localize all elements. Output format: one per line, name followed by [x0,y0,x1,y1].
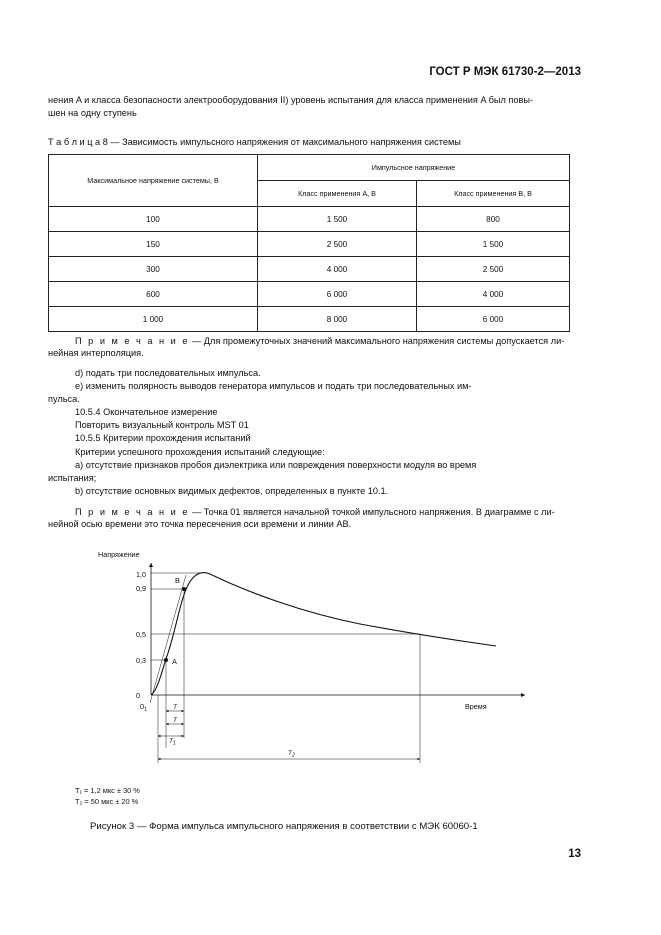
document-code: ГОСТ Р МЭК 61730-2—2013 [429,66,581,78]
col-header-max-voltage: Максимальное напряжение системы, В [49,155,258,207]
section-heading: 10.5.4 Окончательное измерение [75,407,218,417]
figure-caption: Рисунок 3 — Форма импульса импульсного напряжения в соответствии с МЭК 60060-1 [90,821,478,832]
cell: 1 000 [49,307,258,332]
col-header-class-a: Класс применения А, В [258,181,417,207]
note-label: П р и м е ч а н и е [75,336,190,346]
cell: 100 [49,207,258,232]
table-row [49,207,570,232]
cell: 8 000 [258,307,417,332]
point-b-marker [182,587,186,591]
cell: 6 000 [258,282,417,307]
cell: 1 500 [258,207,417,232]
cell: 300 [49,257,258,282]
note-text: — Для промежуточных значений максимального напряжения системы допускается ли- [192,336,565,346]
body-line: b) отсутствие основных видимых дефектов, определенных в пункте 10.1. [75,486,389,496]
y-tick-0-5: 0,5 [136,630,146,639]
table-caption-prefix: Т а б л и ц а [48,137,101,147]
point-a-marker [164,658,168,662]
legend-t2: T₂ = 50 мкс ± 20 % [75,797,139,806]
y-tick-1-0: 1,0 [136,570,146,579]
cell: 600 [49,282,258,307]
table-caption [48,136,461,149]
cell: 6 000 [417,307,570,332]
dim-t-label: T [173,704,177,711]
dim-t-prime-label: T [173,717,177,724]
note-1 [75,335,564,348]
dim-t1-label: $T_1$ [169,738,176,747]
line-ab [150,575,186,703]
table-row [49,282,570,307]
body-line: испытания; [48,473,97,483]
dim-t2-label: $T_2$ [288,750,295,759]
y-tick-0-9: 0,9 [136,584,146,593]
cell: 800 [417,207,570,232]
cell: 2 500 [258,232,417,257]
body-line: Критерии успешного прохождения испытаний следующие: [75,447,325,457]
intro-line-2: шен на одну ступень [48,108,137,118]
cell: 4 000 [258,257,417,282]
page-number: 13 [568,848,581,860]
body-line: Повторить визуальный контроль MST 01 [75,420,249,430]
table-row [49,307,570,332]
intro-line-1: нения A и класса безопасности электрооборудования II) уровень испытания для класса применения A был повы- [48,95,534,105]
cell: 2 500 [417,257,570,282]
table-row [49,232,570,257]
reference-lines [151,573,420,763]
col-header-class-b: Класс применения В, В [417,181,570,207]
cell: 1 500 [417,232,570,257]
point-a-label: A [172,657,177,666]
y-tick-0-3: 0,3 [136,656,146,665]
col-header-impulse-voltage: Импульсное напряжение [258,155,570,181]
table-row [49,257,570,282]
y-tick-0: 0 [136,691,140,700]
y-axis-label: Напряжение [98,550,140,559]
cell: 4 000 [417,282,570,307]
impulse-waveform-figure [70,545,540,770]
origin-label: $0_1$ [140,702,148,713]
body-line: пульса. [48,394,80,404]
note-1-line-2: нейная интерполяция. [48,348,144,358]
note-label: П р и м е ч а н и е [75,507,190,517]
legend-t1: T₁ = 1,2 мкс ± 30 % [75,786,140,795]
table-caption-text: 8 — Зависимость импульсного напряжения от максимального напряжения системы [102,137,461,147]
note-text: — Точка 01 является начальной точкой импульсного напряжения. В диаграмме с ли- [192,507,555,517]
section-heading: 10.5.5 Критерии прохождения испытаний [75,433,251,443]
body-line: e) изменить полярность выводов генератора импульсов и подать три последовательных им- [75,381,472,391]
note-2-line-2: нейной осью времени это точка пересечения оси времени и линии AB. [48,519,352,529]
figure-legend [75,785,140,807]
impulse-voltage-table [48,154,570,332]
x-axis-label: Время [465,702,487,711]
body-line: d) подать три последовательных импульса. [75,368,261,378]
cell: 150 [49,232,258,257]
body-line: a) отсутствие признаков пробоя диэлектрика или повреждения поверхности модуля во время [75,460,477,470]
point-b-label: B [175,576,180,585]
